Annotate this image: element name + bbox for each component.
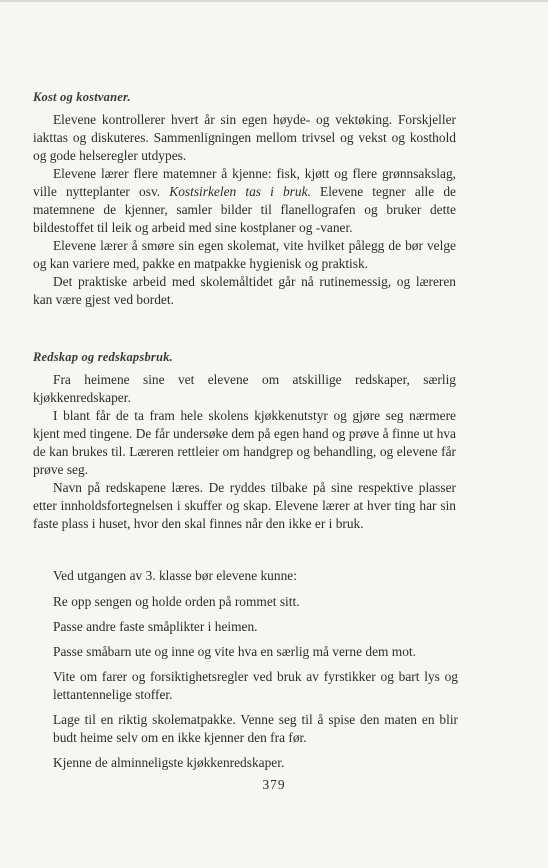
goal-item: Passe småbarn ute og inne og vite hva en særlig må verne dem mot. [53, 644, 416, 659]
paragraph [33, 165, 456, 237]
section-heading-redskap: Redskap og redskapsbruk. [33, 350, 173, 364]
goal-item: Re opp sengen og holde orden på rommet sitt. [53, 594, 300, 609]
goals-intro: Ved utgangen av 3. klasse bør elevene kunne: [53, 568, 297, 583]
goal-item: Vite om farer og forsiktighetsregler ved bruk av fyrstikker og bart lys og lettantennelige stoffer. [53, 669, 458, 702]
paragraph: I blant får de ta fram hele skolens kjøkkenutstyr og gjøre seg nærmere kjent med tingene. De får undersøke dem på egen hand og prøve å finne ut hva de kan brukes til. Læreren rettleier om handgrep og behandling, og elevene får prøve seg. [33, 408, 456, 477]
goal-item: Passe andre faste småplikter i heimen. [53, 619, 258, 634]
page-number: 379 [262, 777, 286, 792]
paragraph: Elevene kontrollerer hvert år sin egen høyde- og vektøking. Forskjeller iakttas og diskuteres. Sammenligningen mellom trivsel og vekst og kosthold og gode helseregler utdypes. [33, 112, 456, 163]
goal-item: Kjenne de alminneligste kjøkkenredskaper. [53, 755, 285, 770]
paragraph-text: Elevene lærer flere matemner å kjenne: fisk, kjøtt og flere grønnsakslag, ville nytteplanter osv. [33, 166, 456, 199]
emphasis-text: Kostsirkelen tas i bruk. [169, 184, 311, 199]
page-edge [0, 0, 548, 2]
section-heading-kost: Kost og kostvaner. [33, 90, 131, 104]
paragraph: Det praktiske arbeid med skolemåltidet går nå rutinemessig, og læreren kan være gjest ved bordet. [33, 274, 456, 307]
paragraph: Fra heimene sine vet elevene om atskillige redskaper, særlig kjøkkenredskaper. [33, 372, 456, 405]
paragraph-text: Elevene tegner alle de matemnene de kjenner, samler bilder til flanellografen og bruker dette bildestoffet til leik og arbeid med sine kostplaner og -vaner. [33, 184, 456, 235]
paragraph: Navn på redskapene læres. De ryddes tilbake på sine respektive plasser etter innholdsfortegnelsen i skuffer og skap. Elevene lærer at hver ting har sin faste plass i huset, hvor den skal finnes når den ikke er i bruk. [33, 480, 456, 531]
goals-list [53, 593, 458, 779]
paragraph: Elevene lærer å smøre sin egen skolemat, vite hvilket pålegg de bør velge og kan variere med, pakke en matpakke hygienisk og praktisk. [33, 238, 456, 271]
section-body-kost [33, 111, 456, 309]
section-body-redskap [33, 371, 456, 533]
goal-item: Lage til en riktig skolematpakke. Venne seg til å spise den maten en blir budt heime selv om en ikke kjenner den fra før. [53, 712, 458, 745]
